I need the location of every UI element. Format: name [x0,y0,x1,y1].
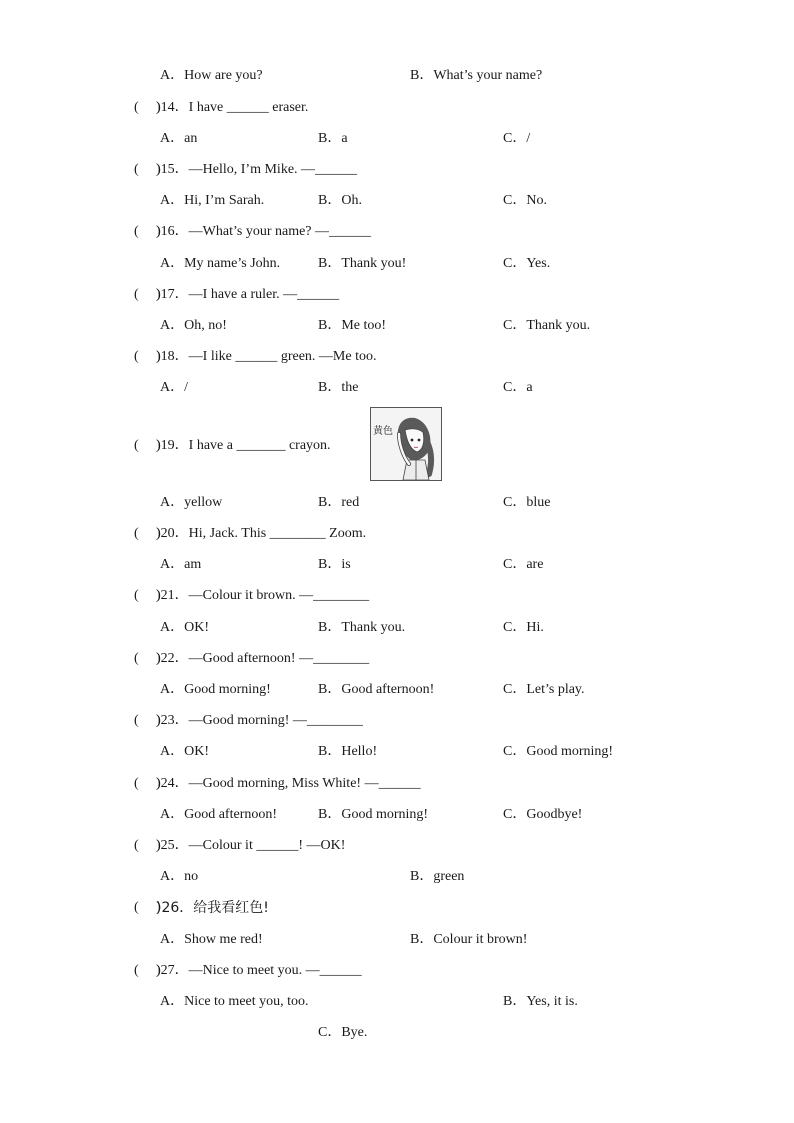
q16-option-a: A．My name’s John. [160,256,281,271]
q20-answer-blank[interactable]: ( ) [134,526,161,541]
q26-option-a: A．Show me red! [160,932,263,947]
q14-option-b: B．a [318,131,348,146]
q27-option-c: C．Bye. [318,1025,368,1040]
q20-option-c: C．are [503,557,544,572]
q27-option-a: A．Nice to meet you, too. [160,994,309,1009]
q15-option-c: C．No. [503,193,547,208]
q17-option-a: A．Oh, no! [160,318,227,333]
q18-stem: )18．—I like ______ green. —Me too. [156,349,377,364]
q17-option-c: C．Thank you. [503,318,591,333]
q18-option-b: B．the [318,380,359,395]
q13-option-b: B．What’s your name? [410,68,543,83]
q21-option-a: A．OK! [160,620,209,635]
q23-answer-blank[interactable]: ( ) [134,713,161,728]
q19-option-a: A．yellow [160,495,223,510]
q18-answer-blank[interactable]: ( ) [134,349,161,364]
q16-answer-blank[interactable]: ( ) [134,224,161,239]
q25-option-b: B．green [410,869,465,884]
q22-option-a: A．Good morning! [160,682,271,697]
q17-option-b: B．Me too! [318,318,387,333]
q22-answer-blank[interactable]: ( ) [134,651,161,666]
q26-stem: )26．给我看红色! [156,900,269,916]
q14-answer-blank[interactable]: ( ) [134,100,161,115]
q26-answer-blank[interactable]: ( ) [134,900,161,915]
q21-option-c: C．Hi. [503,620,544,635]
q21-stem: )21．—Colour it brown. —________ [156,588,370,603]
q15-answer-blank[interactable]: ( ) [134,162,161,177]
q14-stem: )14．I have ______ eraser. [156,100,309,115]
q27-answer-blank[interactable]: ( ) [134,963,161,978]
q14-option-a: A．an [160,131,198,146]
q25-answer-blank[interactable]: ( ) [134,838,161,853]
q25-option-a: A．no [160,869,199,884]
q26-option-b: B．Colour it brown! [410,932,528,947]
q19-option-b: B．red [318,495,360,510]
q23-stem: )23．—Good morning! —________ [156,713,363,728]
q15-option-a: A．Hi, I’m Sarah. [160,193,265,208]
q23-option-a: A．OK! [160,744,209,759]
q19-stem: )19．I have a _______ crayon. [156,438,331,453]
q25-stem: )25．—Colour it ______! —OK! [156,838,346,853]
q13-option-a: A．How are you? [160,68,263,83]
q24-option-b: B．Good morning! [318,807,429,822]
q20-option-a: A．am [160,557,202,572]
q21-option-b: B．Thank you. [318,620,406,635]
q16-stem: )16．—What’s your name? —______ [156,224,372,239]
q16-option-b: B．Thank you! [318,256,407,271]
q24-answer-blank[interactable]: ( ) [134,776,161,791]
q22-stem: )22．—Good afternoon! —________ [156,651,370,666]
q24-option-a: A．Good afternoon! [160,807,278,822]
girl-pointing-picture [370,407,442,481]
q20-option-b: B．is [318,557,351,572]
q23-option-c: C．Good morning! [503,744,614,759]
q24-stem: )24．—Good morning, Miss White! —______ [156,776,421,791]
q16-option-c: C．Yes. [503,256,551,271]
picture-label: 黄色 [373,426,393,437]
q22-option-b: B．Good afternoon! [318,682,435,697]
q18-option-a: A．/ [160,380,188,395]
q20-stem: )20．Hi, Jack. This ________ Zoom. [156,526,367,541]
q23-option-b: B．Hello! [318,744,378,759]
q17-stem: )17．—I have a ruler. —______ [156,287,340,302]
q27-option-b: B．Yes, it is. [503,994,578,1009]
q24-option-c: C．Goodbye! [503,807,583,822]
q18-option-c: C．a [503,380,533,395]
q21-answer-blank[interactable]: ( ) [134,588,161,603]
q27-stem: )27．—Nice to meet you. —______ [156,963,362,978]
q17-answer-blank[interactable]: ( ) [134,287,161,302]
q14-option-c: C．/ [503,131,531,146]
q19-answer-blank[interactable]: ( ) [134,438,161,453]
q15-stem: )15．—Hello, I’m Mike. —______ [156,162,358,177]
q19-option-c: C．blue [503,495,551,510]
q22-option-c: C．Let’s play. [503,682,585,697]
q15-option-b: B．Oh. [318,193,362,208]
